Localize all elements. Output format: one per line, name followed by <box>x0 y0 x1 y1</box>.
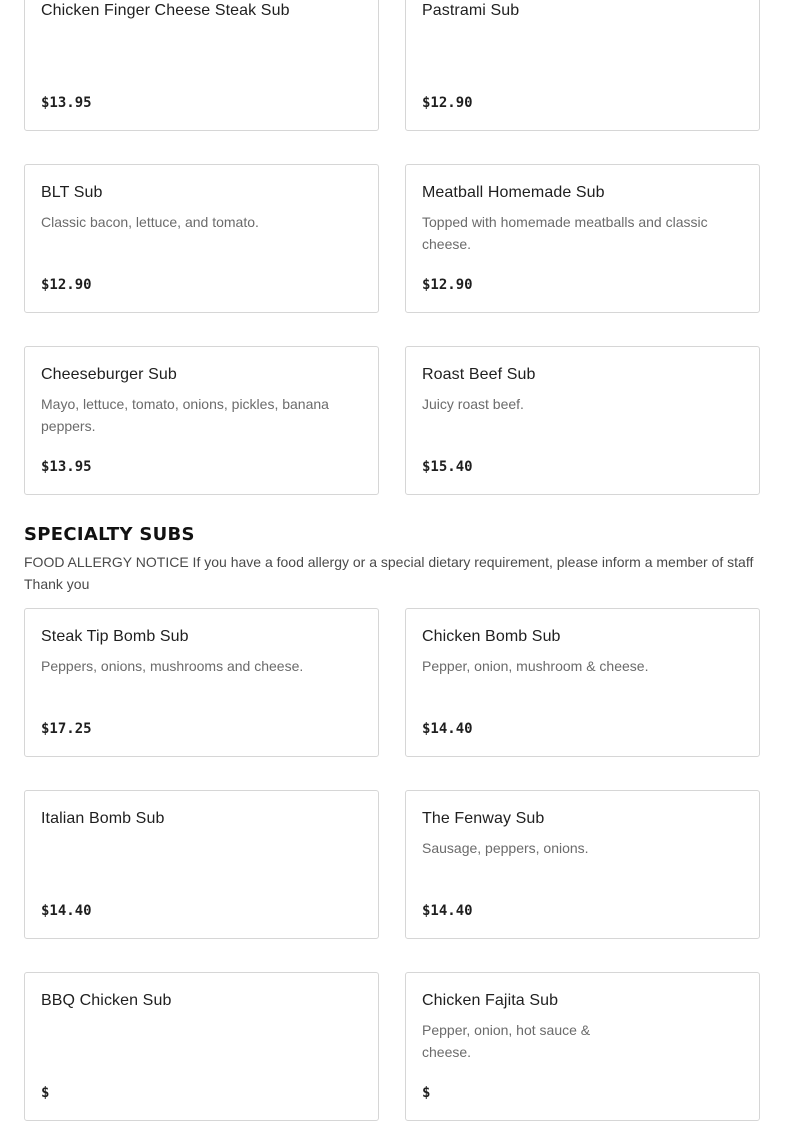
menu-item-price: $12.90 <box>41 277 92 293</box>
allergy-notice: FOOD ALLERGY NOTICE If you have a food allergy or a special dietary requirement, please inform a member of staff Thank you <box>24 554 754 592</box>
menu-item-price: $13.95 <box>41 95 92 111</box>
menu-item-price: $13.95 <box>41 459 92 475</box>
menu-item-description: Topped with homemade meatballs and classic cheese. <box>422 214 708 252</box>
menu-item-card[interactable] <box>405 164 760 313</box>
menu-item-card[interactable] <box>24 0 379 131</box>
menu-item-description: Mayo, lettuce, tomato, onions, pickles, banana peppers. <box>41 396 329 434</box>
menu-item-card[interactable] <box>24 972 379 1121</box>
menu-item-card[interactable] <box>405 346 760 495</box>
menu-item-name: BBQ Chicken Sub <box>41 992 172 1009</box>
menu-item-description: Pepper, onion, hot sauce & cheese. <box>422 1022 591 1060</box>
menu-item-name: Meatball Homemade Sub <box>422 184 605 201</box>
menu-item-description: Pepper, onion, mushroom & cheese. <box>422 658 649 674</box>
menu-item-price: $12.90 <box>422 95 473 111</box>
menu-item-name: Chicken Fajita Sub <box>422 992 559 1009</box>
menu-item-description: Classic bacon, lettuce, and tomato. <box>41 214 259 230</box>
menu-item-name: The Fenway Sub <box>422 810 545 827</box>
menu-item-card[interactable] <box>24 790 379 939</box>
menu-item-name: Roast Beef Sub <box>422 366 536 383</box>
menu-item-price: $14.40 <box>41 903 92 919</box>
menu-item-description: Juicy roast beef. <box>422 396 524 412</box>
menu-item-description: Sausage, peppers, onions. <box>422 840 589 856</box>
menu-item-card[interactable] <box>405 972 760 1121</box>
menu-item-card[interactable] <box>24 164 379 313</box>
menu-item-description: Peppers, onions, mushrooms and cheese. <box>41 658 304 674</box>
menu-item-name: Cheeseburger Sub <box>41 366 177 383</box>
menu-item-name: Steak Tip Bomb Sub <box>41 628 189 645</box>
menu-item-name: Italian Bomb Sub <box>41 810 165 827</box>
section-title: SPECIALTY SUBS <box>24 524 195 545</box>
menu-item-name: Pastrami Sub <box>422 2 520 19</box>
menu-item-price: $14.40 <box>422 903 473 919</box>
menu-item-price: $15.40 <box>422 459 473 475</box>
menu-item-name: BLT Sub <box>41 184 103 201</box>
menu-item-price: $ <box>41 1085 50 1101</box>
menu-item-name: Chicken Bomb Sub <box>422 628 561 645</box>
menu-item-card[interactable] <box>24 608 379 757</box>
menu-item-name: Chicken Finger Cheese Steak Sub <box>41 2 290 19</box>
menu-item-card[interactable] <box>405 608 760 757</box>
menu-item-card[interactable] <box>24 346 379 495</box>
menu-item-price: $17.25 <box>41 721 92 737</box>
menu-item-price: $14.40 <box>422 721 473 737</box>
menu-item-price: $ <box>422 1085 431 1101</box>
menu-item-price: $12.90 <box>422 277 473 293</box>
menu-item-card[interactable] <box>405 0 760 131</box>
menu-item-card[interactable] <box>405 790 760 939</box>
